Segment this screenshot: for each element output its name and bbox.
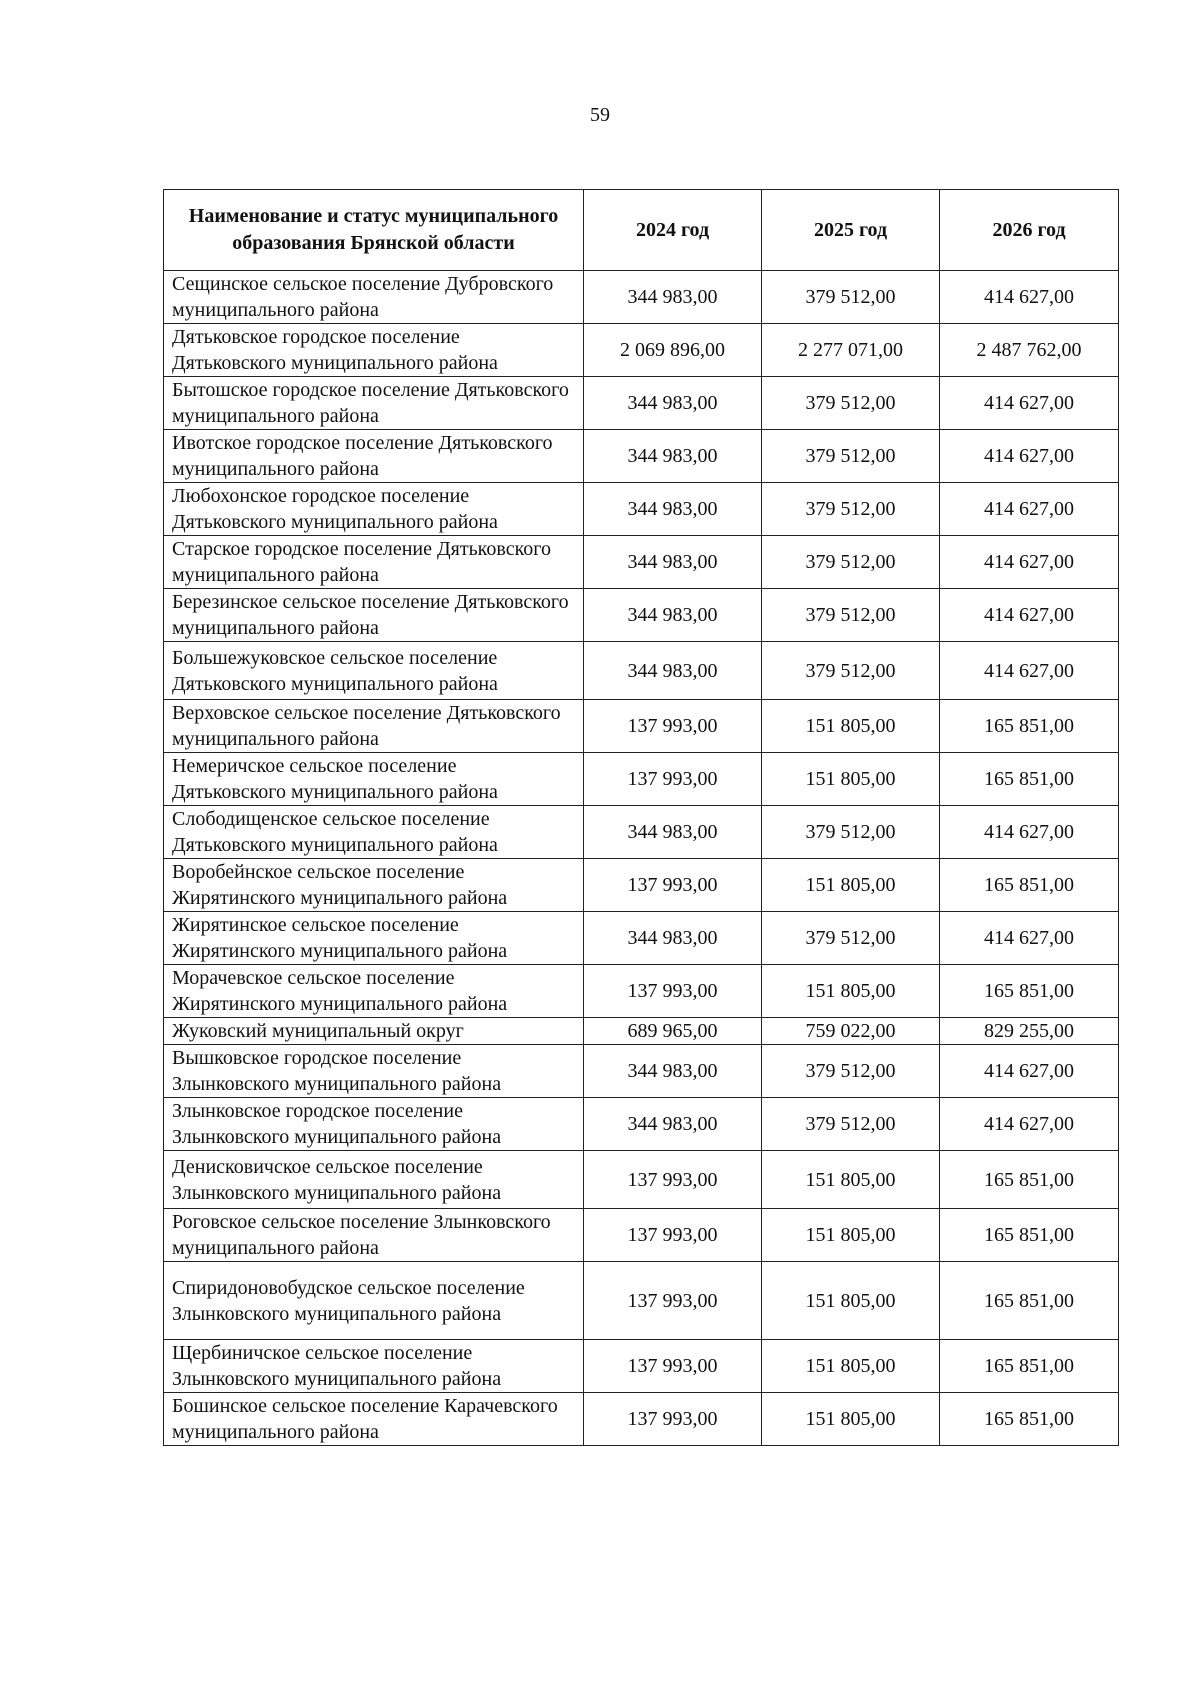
value-2024: 344 983,00 (584, 536, 762, 589)
value-2026: 165 851,00 (940, 859, 1119, 912)
value-2025: 151 805,00 (762, 700, 940, 753)
municipality-name: Сещинское сельское поселение Дубровского муниципального района (164, 271, 584, 324)
municipality-name: Морачевское сельское поселение Жирятинского муниципального района (164, 965, 584, 1018)
table-row (164, 806, 1119, 859)
municipality-name: Большежуковское сельское поселение Дятьковского муниципального района (164, 642, 584, 700)
value-2025: 151 805,00 (762, 1209, 940, 1262)
value-2025: 379 512,00 (762, 1045, 940, 1098)
value-2024: 344 983,00 (584, 377, 762, 430)
municipality-name: Спиридоновобудское сельское поселение Злынковского муниципального района (164, 1262, 584, 1340)
table-row (164, 1098, 1119, 1151)
table-row (164, 1018, 1119, 1045)
municipality-name: Денисковичское сельское поселение Злынковского муниципального района (164, 1151, 584, 1209)
value-2026: 165 851,00 (940, 1151, 1119, 1209)
value-2026: 414 627,00 (940, 536, 1119, 589)
value-2025: 379 512,00 (762, 430, 940, 483)
table-row (164, 912, 1119, 965)
value-2025: 379 512,00 (762, 377, 940, 430)
header-2024: 2024 год (584, 190, 762, 271)
value-2026: 414 627,00 (940, 483, 1119, 536)
value-2024: 137 993,00 (584, 859, 762, 912)
municipality-name: Бытошское городское поселение Дятьковского муниципального района (164, 377, 584, 430)
header-municipality: Наименование и статус муниципального образования Брянской области (164, 190, 584, 271)
value-2026: 165 851,00 (940, 700, 1119, 753)
value-2025: 379 512,00 (762, 806, 940, 859)
value-2024: 137 993,00 (584, 700, 762, 753)
value-2026: 414 627,00 (940, 430, 1119, 483)
value-2025: 151 805,00 (762, 1340, 940, 1393)
value-2026: 414 627,00 (940, 1098, 1119, 1151)
value-2025: 379 512,00 (762, 536, 940, 589)
table-header-row (164, 190, 1119, 271)
value-2025: 379 512,00 (762, 642, 940, 700)
table-row (164, 1393, 1119, 1446)
municipality-name: Вышковское городское поселение Злынковского муниципального района (164, 1045, 584, 1098)
value-2025: 151 805,00 (762, 965, 940, 1018)
value-2026: 2 487 762,00 (940, 324, 1119, 377)
header-2025: 2025 год (762, 190, 940, 271)
value-2024: 137 993,00 (584, 753, 762, 806)
municipality-name: Бошинское сельское поселение Карачевского муниципального района (164, 1393, 584, 1446)
value-2026: 414 627,00 (940, 1045, 1119, 1098)
value-2024: 344 983,00 (584, 589, 762, 642)
municipality-name: Воробейнское сельское поселение Жирятинского муниципального района (164, 859, 584, 912)
value-2024: 344 983,00 (584, 1098, 762, 1151)
value-2024: 137 993,00 (584, 1393, 762, 1446)
value-2025: 151 805,00 (762, 859, 940, 912)
table-row (164, 271, 1119, 324)
page-number: 59 (590, 104, 610, 126)
value-2024: 344 983,00 (584, 271, 762, 324)
municipality-name: Жирятинское сельское поселение Жирятинского муниципального района (164, 912, 584, 965)
value-2024: 344 983,00 (584, 430, 762, 483)
municipality-name: Злынковское городское поселение Злынковского муниципального района (164, 1098, 584, 1151)
value-2026: 414 627,00 (940, 377, 1119, 430)
table-row (164, 536, 1119, 589)
value-2024: 137 993,00 (584, 1151, 762, 1209)
value-2024: 344 983,00 (584, 912, 762, 965)
value-2025: 151 805,00 (762, 1262, 940, 1340)
value-2025: 379 512,00 (762, 912, 940, 965)
value-2024: 344 983,00 (584, 642, 762, 700)
value-2026: 165 851,00 (940, 965, 1119, 1018)
value-2026: 165 851,00 (940, 1262, 1119, 1340)
table-row (164, 753, 1119, 806)
value-2024: 344 983,00 (584, 806, 762, 859)
table-row (164, 642, 1119, 700)
table-row (164, 1340, 1119, 1393)
municipality-name: Березинское сельское поселение Дятьковского муниципального района (164, 589, 584, 642)
value-2025: 379 512,00 (762, 271, 940, 324)
value-2025: 151 805,00 (762, 753, 940, 806)
value-2024: 137 993,00 (584, 1340, 762, 1393)
value-2026: 414 627,00 (940, 806, 1119, 859)
value-2025: 2 277 071,00 (762, 324, 940, 377)
value-2024: 344 983,00 (584, 483, 762, 536)
municipality-name: Любохонское городское поселение Дятьковского муниципального района (164, 483, 584, 536)
municipality-name: Верховское сельское поселение Дятьковского муниципального района (164, 700, 584, 753)
table-body (164, 271, 1119, 1446)
table-row (164, 1209, 1119, 1262)
municipality-name: Старское городское поселение Дятьковского муниципального района (164, 536, 584, 589)
municipality-name: Щербиничское сельское поселение Злынковского муниципального района (164, 1340, 584, 1393)
value-2024: 689 965,00 (584, 1018, 762, 1045)
value-2026: 165 851,00 (940, 753, 1119, 806)
value-2026: 414 627,00 (940, 912, 1119, 965)
table-row (164, 589, 1119, 642)
value-2026: 829 255,00 (940, 1018, 1119, 1045)
header-2026: 2026 год (940, 190, 1119, 271)
table-row (164, 324, 1119, 377)
municipality-name: Ивотское городское поселение Дятьковского муниципального района (164, 430, 584, 483)
value-2026: 165 851,00 (940, 1340, 1119, 1393)
budget-table (163, 189, 1119, 1446)
municipality-name: Роговское сельское поселение Злынковского муниципального района (164, 1209, 584, 1262)
value-2024: 137 993,00 (584, 1209, 762, 1262)
municipality-name: Немеричское сельское поселение Дятьковского муниципального района (164, 753, 584, 806)
table-row (164, 965, 1119, 1018)
table-row (164, 859, 1119, 912)
value-2025: 759 022,00 (762, 1018, 940, 1045)
municipality-name: Жуковский муниципальный округ (164, 1018, 584, 1045)
value-2026: 414 627,00 (940, 642, 1119, 700)
table-row (164, 430, 1119, 483)
value-2026: 414 627,00 (940, 271, 1119, 324)
municipality-name: Слободищенское сельское поселение Дятьковского муниципального района (164, 806, 584, 859)
value-2024: 344 983,00 (584, 1045, 762, 1098)
table-row (164, 1151, 1119, 1209)
table-row (164, 1262, 1119, 1340)
municipality-name: Дятьковское городское поселение Дятьковского муниципального района (164, 324, 584, 377)
value-2026: 165 851,00 (940, 1393, 1119, 1446)
table-row (164, 377, 1119, 430)
table-row (164, 1045, 1119, 1098)
table-row (164, 483, 1119, 536)
value-2026: 165 851,00 (940, 1209, 1119, 1262)
value-2025: 379 512,00 (762, 1098, 940, 1151)
table-row (164, 700, 1119, 753)
value-2025: 379 512,00 (762, 589, 940, 642)
value-2025: 379 512,00 (762, 483, 940, 536)
value-2024: 2 069 896,00 (584, 324, 762, 377)
value-2025: 151 805,00 (762, 1393, 940, 1446)
value-2025: 151 805,00 (762, 1151, 940, 1209)
value-2024: 137 993,00 (584, 965, 762, 1018)
value-2026: 414 627,00 (940, 589, 1119, 642)
value-2024: 137 993,00 (584, 1262, 762, 1340)
